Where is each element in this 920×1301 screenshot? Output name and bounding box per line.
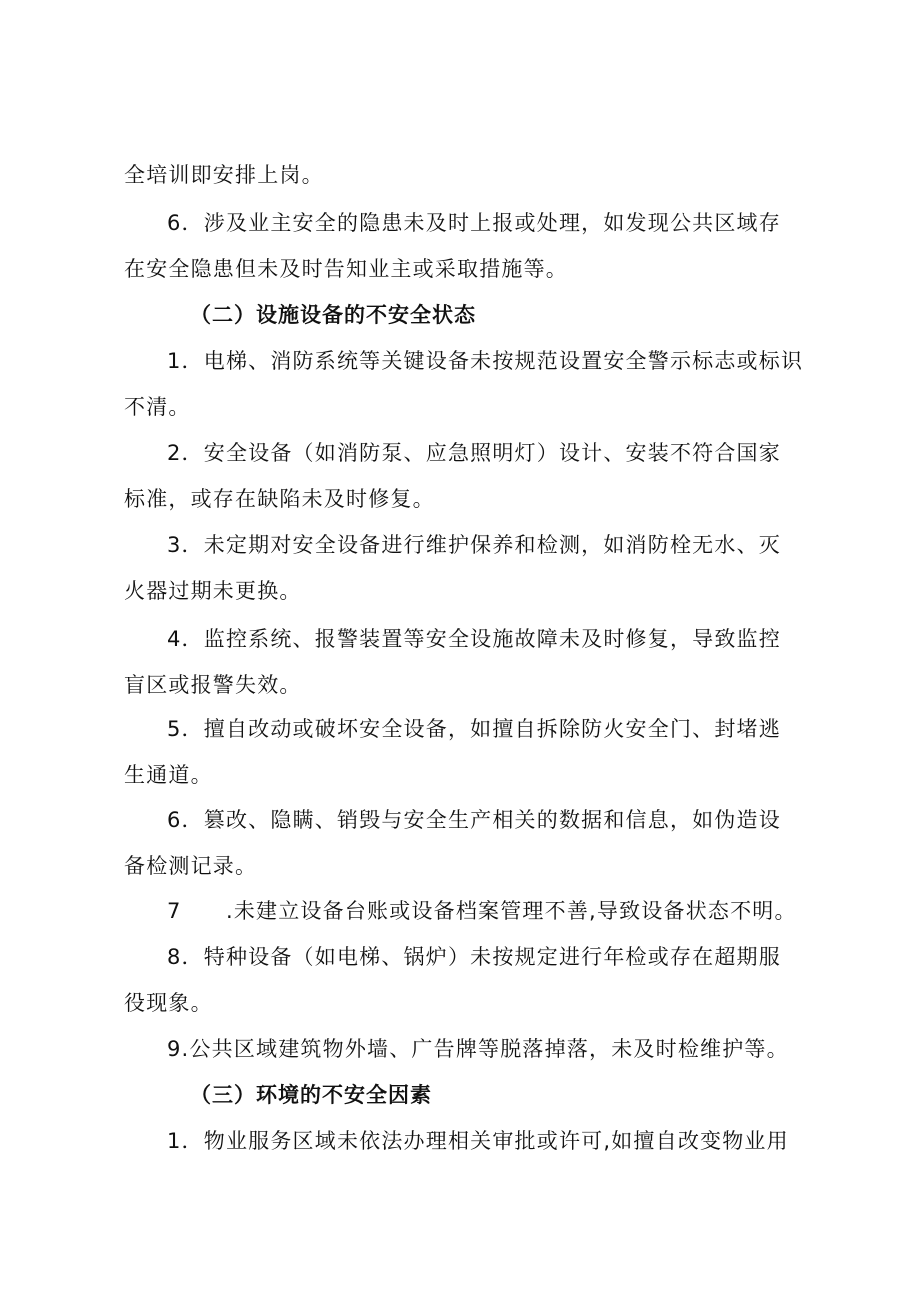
- list-item-3-line-1: 3．未定期对安全设备进行维护保养和检测，如消防栓无水、灭: [167, 533, 781, 557]
- section-heading-2: （二）设施设备的不安全状态: [190, 303, 476, 327]
- list-item-9: 9.公共区域建筑物外墙、广告牌等脱落掉落，未及时检维护等。: [167, 1037, 789, 1061]
- list-item-6-line-1: 6．涉及业主安全的隐患未及时上报或处理，如发现公共区域存: [167, 211, 781, 235]
- list-item-6b-line-2: 备检测记录。: [124, 854, 258, 878]
- list-item-1b-line-1: 1．物业服务区域未依法办理相关审批或许可,如擅自改变物业用: [167, 1129, 789, 1153]
- list-item-5-line-2: 生通道。: [124, 763, 213, 787]
- list-item-6-line-2: 在安全隐患但未及时告知业主或采取措施等。: [124, 257, 568, 281]
- list-item-8-line-1: 8．特种设备（如电梯、锅炉）未按规定进行年检或存在超期服: [167, 945, 781, 969]
- list-item-1-line-1: 1．电梯、消防系统等关键设备未按规范设置安全警示标志或标识: [167, 349, 804, 373]
- text-line: 全培训即安排上岗。: [124, 163, 324, 187]
- list-item-3-line-2: 火器过期未更换。: [124, 579, 302, 603]
- list-item-8-line-2: 役现象。: [124, 991, 213, 1015]
- list-item-5-line-1: 5．擅自改动或破坏安全设备，如擅自拆除防火安全门、封堵逃: [167, 717, 781, 741]
- list-item-6b-line-1: 6．篡改、隐瞒、销毁与安全生产相关的数据和信息，如伪造设: [167, 808, 781, 832]
- list-item-7: 7 .未建立设备台账或设备档案管理不善,导致设备状态不明。: [167, 899, 797, 923]
- list-item-2-line-1: 2．安全设备（如消防泵、应急照明灯）设计、安装不符合国家: [167, 441, 781, 465]
- list-item-2-line-2: 标准，或存在缺陷未及时修复。: [124, 487, 435, 511]
- list-item-4-line-1: 4．监控系统、报警装置等安全设施故障未及时修复，导致监控: [167, 627, 781, 651]
- list-item-4-line-2: 盲区或报警失效。: [124, 673, 302, 697]
- section-heading-3: （三）环境的不安全因素: [190, 1083, 432, 1107]
- list-item-1-line-2: 不清。: [124, 395, 191, 419]
